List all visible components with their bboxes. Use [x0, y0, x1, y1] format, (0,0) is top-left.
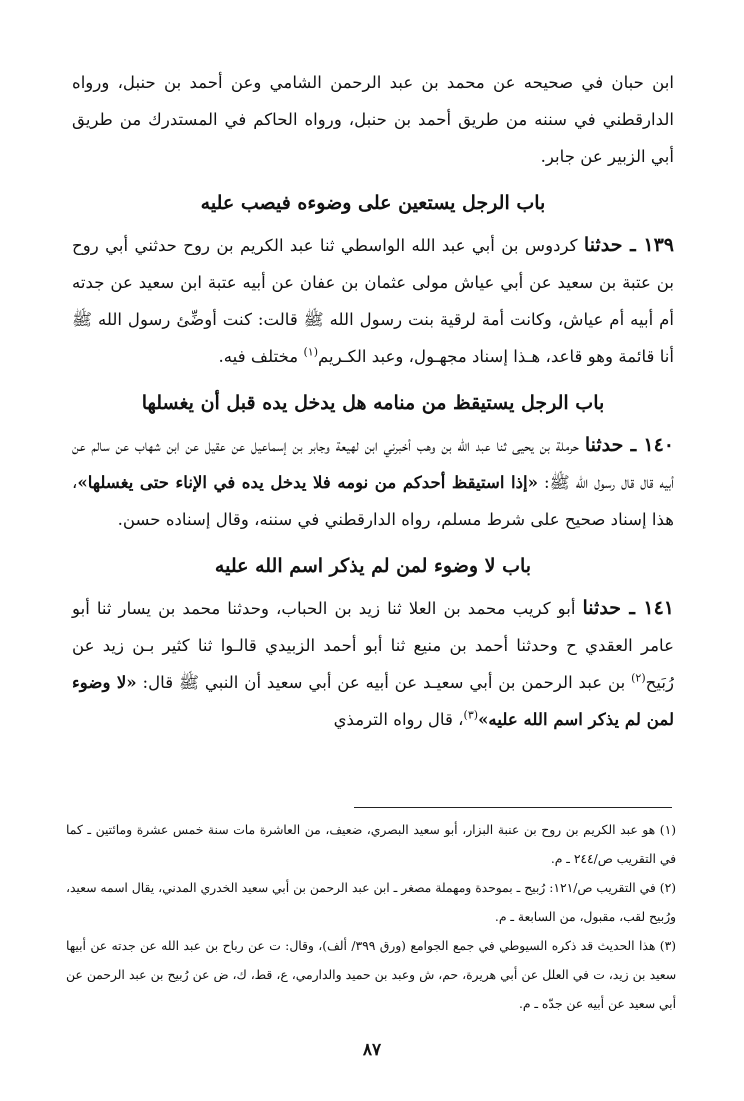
- hadith-number: ١٤٠: [643, 434, 675, 456]
- hadith-dash: ـ: [622, 234, 644, 256]
- footnote-divider: [354, 807, 672, 808]
- hadith-140: [72, 427, 674, 538]
- section-heading-140: باب الرجل يستيقظ من منامه هل يدخل يده قبل أن يغسلها: [141, 392, 605, 414]
- main-text: [72, 64, 674, 738]
- hadith-dash: ـ: [621, 597, 644, 619]
- haddathana-word: حدثنا: [583, 234, 623, 256]
- hadith-number: ١٣٩: [643, 234, 675, 256]
- hadith-text: مختلف فيه.: [218, 347, 304, 366]
- hadith-text: حرملة بن يحيى ثنا عبد الله بن وهب أخبرني ابن لهيعة وجابر بن إسماعيل عن عقيل عن ابن شهاب عن سالم عن أبيه قال قال رسول الله ﷺ:: [72, 436, 675, 492]
- hadith-text: أبو كريب محمد بن العلا ثنا زيد بن الحباب، وحدثنا محمد بن يسار ثنا أبو عامر العقدي ح وحدثنا أحمد بن منيع ثنا أبو أحمد الزبيدي قالـوا ثنا كثير بـن زيد عن رُبَيح: [72, 599, 674, 692]
- hadith-quote: «لا وضوء لمن لم يذكر اسم الله عليه»: [72, 672, 674, 729]
- hadith-141: [72, 590, 674, 738]
- hadith-text: ، قال رواه الترمذي: [333, 710, 464, 729]
- hadith-quote: «إذا استيقظ أحدكم من نومه فلا يدخل يده في الإناء حتى يغسلها»: [77, 472, 539, 492]
- footnote-1: (١) هو عبد الكريم بن روح بن عنبة البزار، أبو سعيد البصري، ضعيف، من العاشرة مات سنة خمس عشرة ومائتين ـ كما في التقريب ص/٢٤٤ ـ م.: [66, 823, 676, 866]
- footnotes: [66, 816, 676, 1019]
- hadith-text: بن عبد الرحمن بن أبي سعيـد عن أبيه عن أبي سعيد أن النبي ﷺ قال:: [136, 673, 632, 692]
- intro-paragraph: ابن حبان في صحيحه عن محمد بن عبد الرحمن الشامي وعن أحمد بن حنبل، ورواه الدارقطني في سننه من طريق أحمد بن حنبل، ورواه الحاكم في المستدرك من طريق أبي الزبير عن جابر.: [72, 73, 674, 166]
- section-heading-139: باب الرجل يستعين على وضوءه فيصب عليه: [200, 192, 546, 214]
- footnote-ref: (١): [303, 345, 318, 359]
- section-heading-141: باب لا وضوء لمن لم يذكر اسم الله عليه: [214, 555, 532, 577]
- hadith-text: كردوس بن أبي عبد الله الواسطي ثنا عبد الكريم بن روح حدثني أبي روح بن عتبة بن سعيد عن أبي عياش مولى عثمان بن عفان عن أبيه عتبة ابن سعيد عن جدته أم أبيه أم عياش، وكانت أمة لرقية بنت رسول الله ﷺ قالت: كنت أوضِّئ رسول الله ﷺ أنا قائمة وهو قاعد، هـذا إسناد مجهـول، وعبد الكـريم: [72, 236, 674, 366]
- hadith-text: ، هذا إسناد صحيح على شرط مسلم، رواه الدارقطني في سننه، وقال إسناده حسن.: [72, 473, 674, 529]
- hadith-dash: ـ: [623, 434, 644, 456]
- haddathana-word: حدثنا: [584, 434, 624, 456]
- page-number: ٨٧: [362, 1040, 382, 1060]
- footnote-3: (٣) هذا الحديث قد ذكره السيوطي في جمع الجوامع (ورق ٣٩٩/ ألف)، وقال: ت عن رباح بن عبد الله عن جدته عن أبيها سعيد بن زيد، ت في العلل عن أبي هريرة، حم، ش وعبد بن حميد والدارمي، ع، قط، ك، ض عن رُبيح بن عبد الرحمن عن أبي سعيد عن أبيه عن جدّه ـ م.: [66, 939, 676, 1011]
- hadith-139: [72, 227, 674, 375]
- hadith-number: ١٤١: [643, 597, 674, 619]
- footnote-ref: (٣): [463, 708, 479, 722]
- footnote-2: (٢) في التقريب ص/١٢١: رُبيح ـ بموحدة ومهملة مصغر ـ ابن عبد الرحمن بن أبي سعيد الخدري المدني، يقال اسمه سعيد، ورُبيح لقب، مقبول، من السابعة ـ م.: [66, 881, 676, 924]
- footnote-ref: (٢): [631, 671, 646, 685]
- haddathana-word: حدثنا: [582, 597, 622, 619]
